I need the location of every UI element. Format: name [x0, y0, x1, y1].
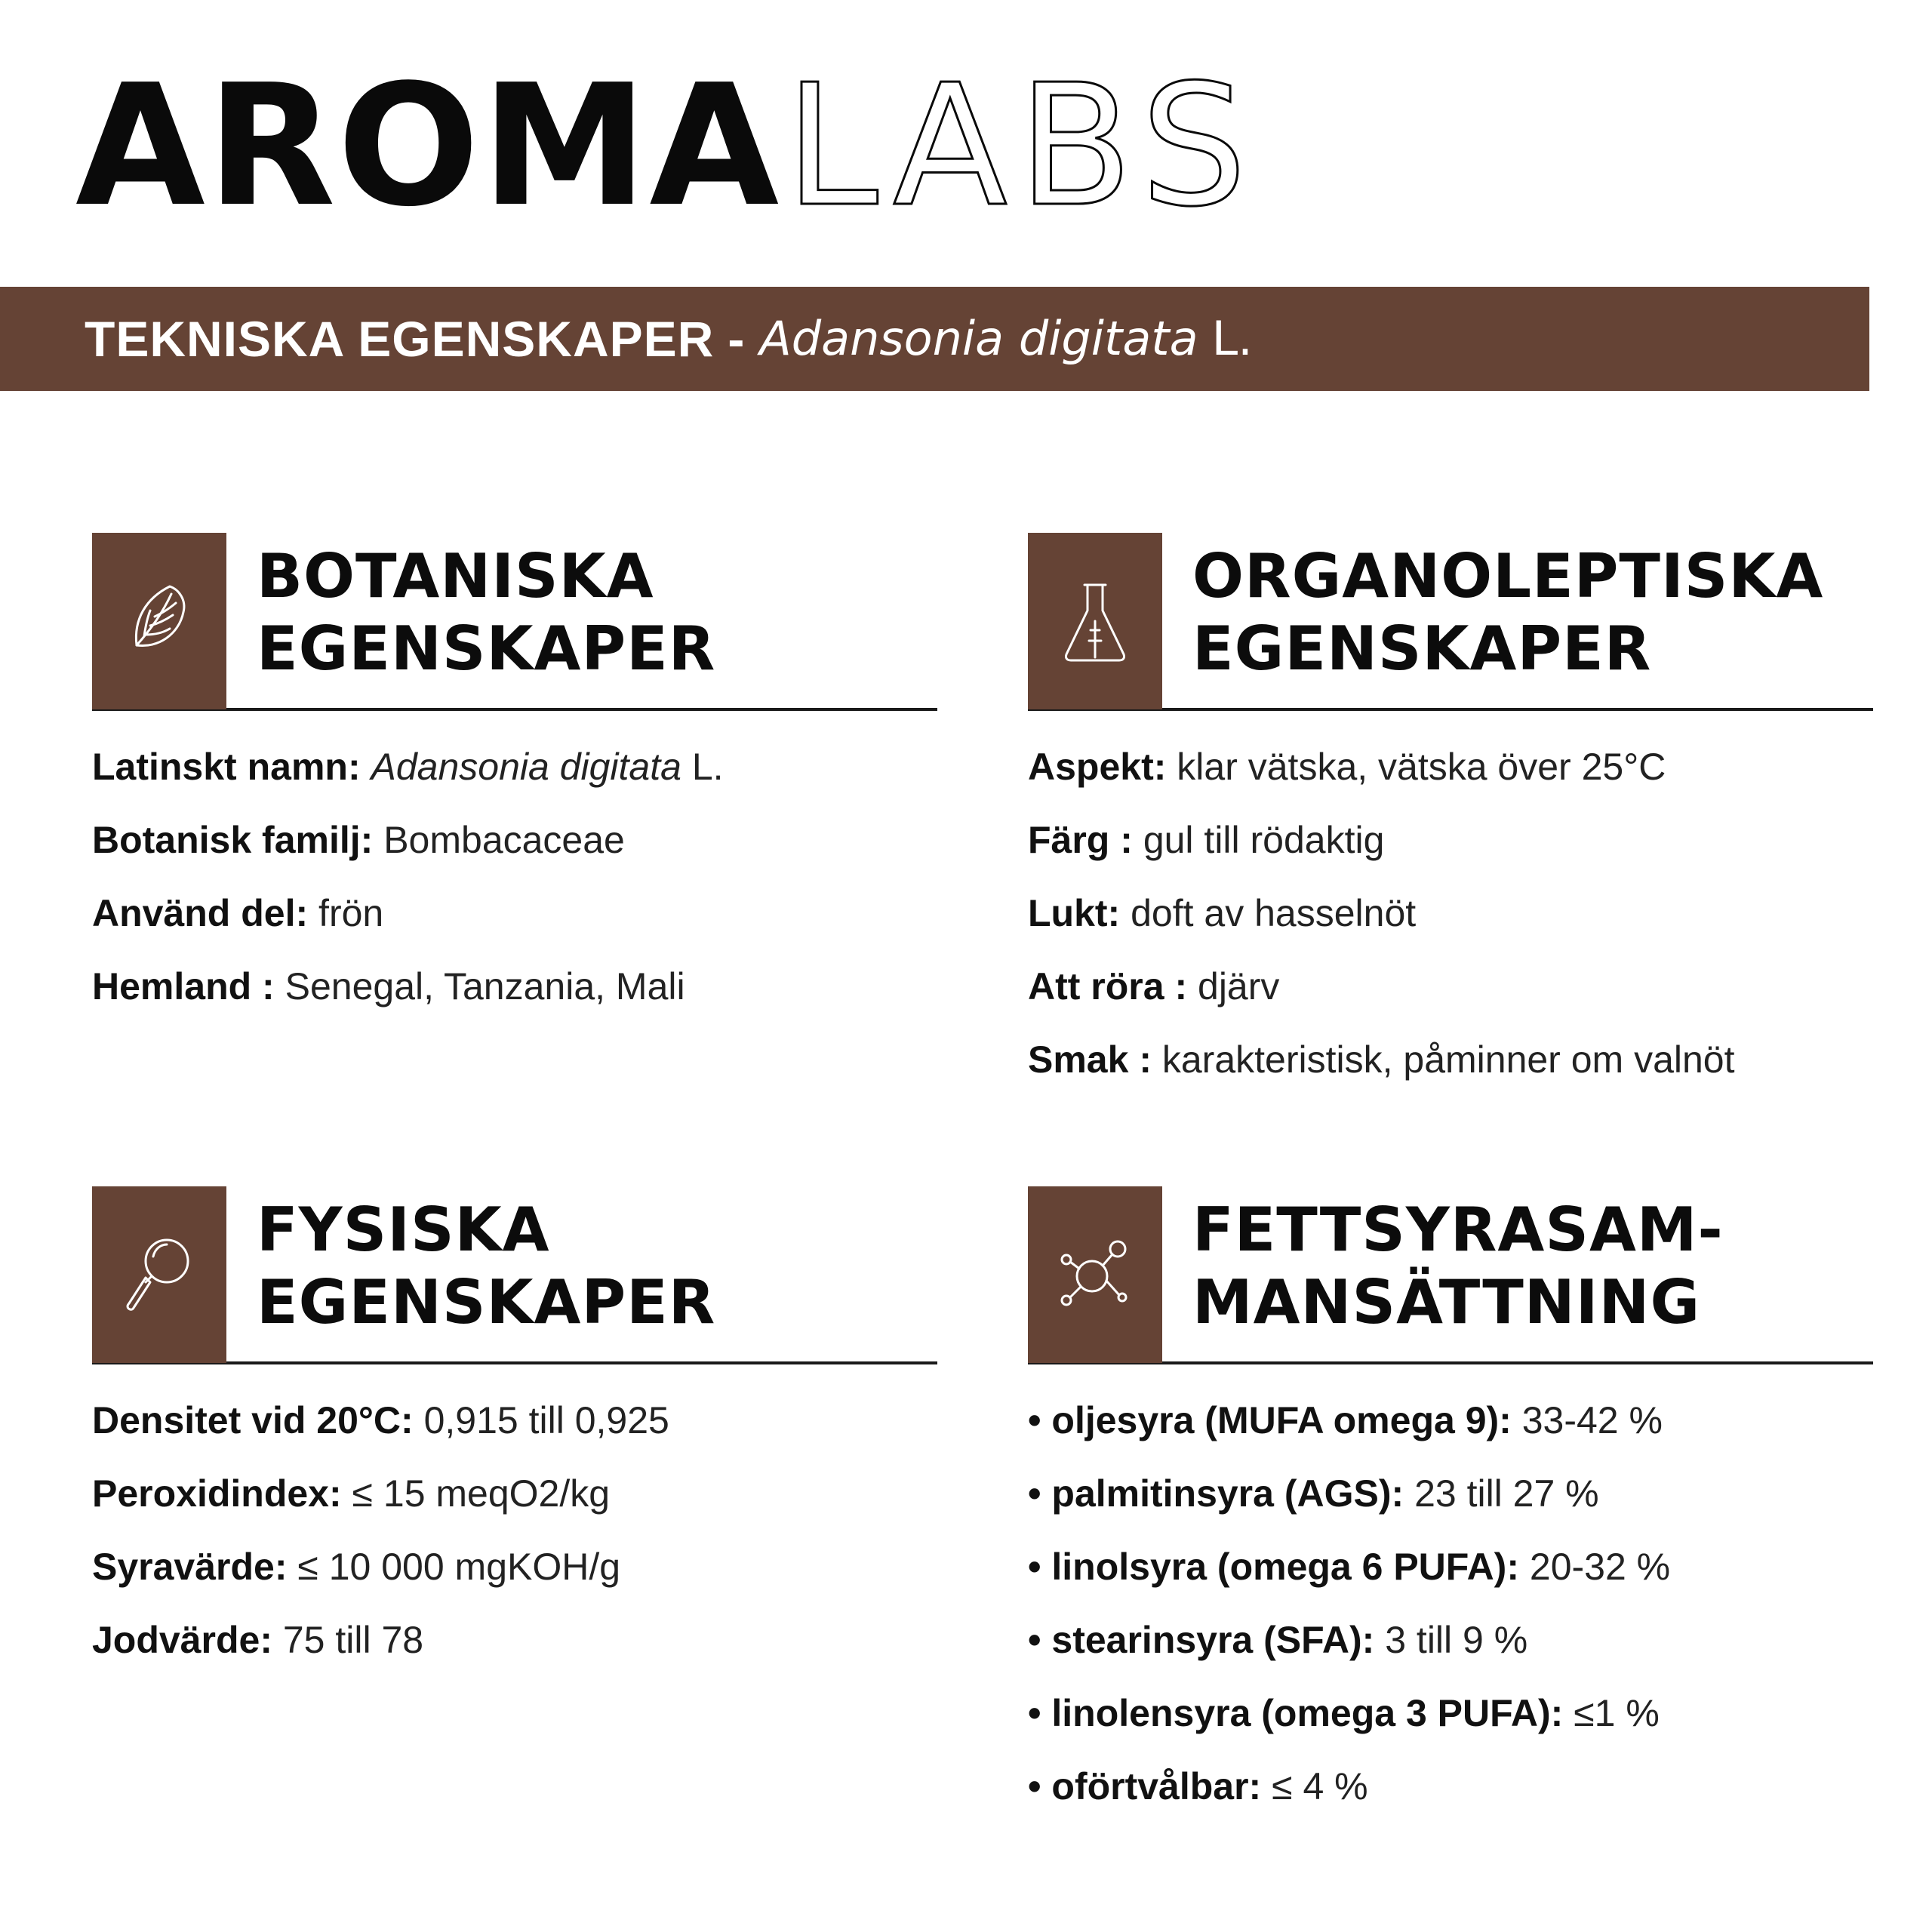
property-label: Lukt:	[1028, 892, 1121, 934]
section-header	[1028, 1186, 1873, 1364]
property-value: klar vätska, vätska över 25°C	[1177, 746, 1666, 788]
list-item	[1028, 1690, 1873, 1764]
banner-title: TEKNISKA EGENSKAPER	[85, 311, 715, 367]
property-label: Smak :	[1028, 1038, 1152, 1081]
section-botanical	[92, 533, 937, 1037]
property-value: ≤ 15 meqO2/kg	[352, 1472, 611, 1515]
banner-separator: -	[728, 311, 745, 367]
molecule-icon	[1028, 1186, 1162, 1363]
property-row	[92, 1398, 937, 1471]
property-row	[1028, 891, 1873, 964]
property-value: frön	[318, 892, 384, 934]
brand-logo	[75, 49, 1258, 244]
section-title-line: EGENSKAPER	[257, 1267, 716, 1337]
property-label: • palmitinsyra (AGS):	[1028, 1472, 1404, 1515]
section-title	[1192, 540, 1823, 685]
property-row	[1028, 817, 1873, 891]
property-label: • oförtvålbar:	[1028, 1765, 1262, 1807]
property-value: ≤1 %	[1574, 1692, 1660, 1734]
banner-author: L.	[1211, 311, 1253, 366]
property-value: Senegal, Tanzania, Mali	[285, 965, 685, 1008]
list-item	[1028, 1398, 1873, 1471]
section-header	[92, 1186, 937, 1364]
property-list	[92, 1398, 937, 1690]
property-value-italic: Adansonia digitata	[371, 746, 681, 788]
property-row	[92, 744, 937, 817]
property-row	[92, 817, 937, 891]
property-row	[1028, 1037, 1873, 1110]
property-label: • stearinsyra (SFA):	[1028, 1619, 1375, 1661]
property-list	[1028, 744, 1873, 1110]
property-value: doft av hasselnöt	[1131, 892, 1417, 934]
list-item	[1028, 1764, 1873, 1837]
list-item	[1028, 1617, 1873, 1690]
logo-bold-part: AROMA	[75, 49, 781, 244]
section-header	[1028, 533, 1873, 711]
banner-latin-name: Adansonia digitata	[759, 311, 1198, 366]
property-value: L.	[691, 746, 724, 788]
section-title-line: ORGANOLEPTISKA	[1192, 541, 1824, 611]
section-title-line: FYSISKA	[257, 1195, 550, 1265]
property-row	[92, 1617, 937, 1690]
property-label: Att röra :	[1028, 965, 1188, 1008]
property-list	[1028, 1398, 1873, 1837]
section-title-line: MANSÄTTNING	[1192, 1267, 1701, 1337]
property-label: Botanisk familj:	[92, 819, 374, 861]
section-title	[1192, 1194, 1724, 1339]
property-value: 23 till 27 %	[1414, 1472, 1599, 1515]
property-row	[1028, 964, 1873, 1037]
property-value: karakteristisk, påminner om valnöt	[1161, 1038, 1735, 1081]
list-item	[1028, 1544, 1873, 1617]
property-row	[1028, 744, 1873, 817]
list-item	[1028, 1471, 1873, 1544]
property-value: Bombacaceae	[383, 819, 625, 861]
section-title	[257, 540, 715, 685]
section-physical	[92, 1186, 937, 1690]
property-value: gul till rödaktig	[1143, 819, 1385, 861]
section-title-line: BOTANISKA	[257, 541, 654, 611]
property-value: djärv	[1198, 965, 1280, 1008]
property-label: • linolensyra (omega 3 PUFA):	[1028, 1692, 1564, 1734]
section-title-line: EGENSKAPER	[1192, 614, 1652, 684]
logo-light-part: LABS	[785, 49, 1258, 244]
property-label: Aspekt:	[1028, 746, 1167, 788]
section-fatty-acids	[1028, 1186, 1873, 1837]
property-label: • oljesyra (MUFA omega 9):	[1028, 1399, 1512, 1441]
property-row	[92, 1471, 937, 1544]
property-label: • linolsyra (omega 6 PUFA):	[1028, 1546, 1519, 1588]
property-value: 75 till 78	[282, 1619, 424, 1661]
section-title-line: FETTSYRASAM-	[1192, 1195, 1724, 1265]
property-value: 0,915 till 0,925	[423, 1399, 669, 1441]
flask-icon	[1028, 533, 1162, 709]
property-label: Hemland :	[92, 965, 275, 1008]
page-title-banner	[0, 287, 1869, 391]
section-title-line: EGENSKAPER	[257, 614, 716, 684]
property-label: Densitet vid 20°C:	[92, 1399, 414, 1441]
property-label: Jodvärde:	[92, 1619, 272, 1661]
property-value: ≤ 10 000 mgKOH/g	[297, 1546, 621, 1588]
property-value: 3 till 9 %	[1385, 1619, 1528, 1661]
property-label: Använd del:	[92, 892, 309, 934]
property-row	[92, 891, 937, 964]
property-row	[92, 964, 937, 1037]
property-label: Latinskt namn:	[92, 746, 361, 788]
property-list	[92, 744, 937, 1037]
property-value: 33-42 %	[1521, 1399, 1663, 1441]
property-row	[92, 1544, 937, 1617]
section-header	[92, 533, 937, 711]
property-label: Peroxidindex:	[92, 1472, 342, 1515]
property-value: 20-32 %	[1529, 1546, 1671, 1588]
property-label: Syravärde:	[92, 1546, 288, 1588]
property-label: Färg :	[1028, 819, 1133, 861]
leaf-icon	[92, 533, 226, 709]
section-title	[257, 1194, 715, 1339]
magnifier-icon	[92, 1186, 226, 1363]
section-organoleptic	[1028, 533, 1873, 1110]
property-value: ≤ 4 %	[1272, 1765, 1368, 1807]
